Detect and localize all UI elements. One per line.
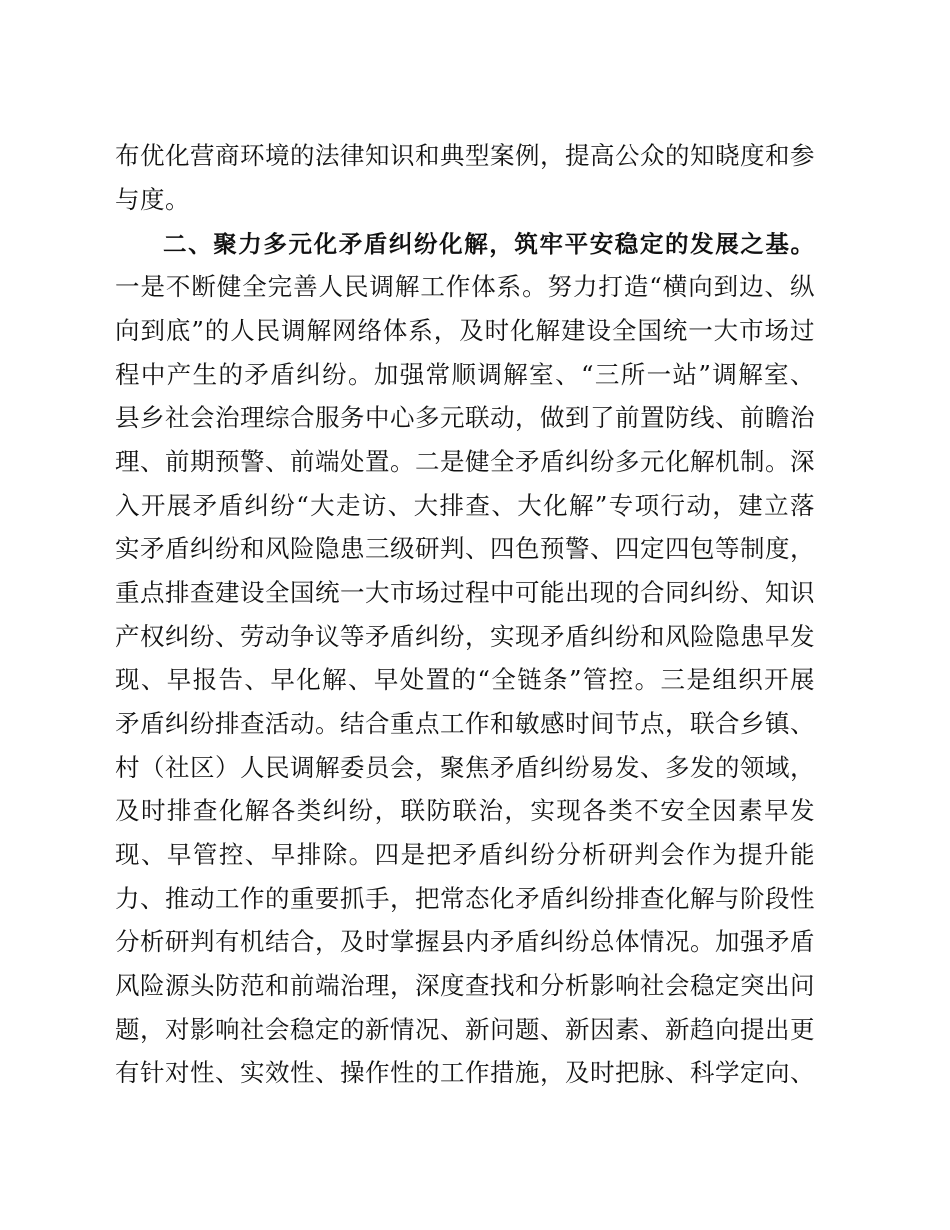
text-line-22: 有针对性、实效性、操作性的工作措施，及时把脉、科学定向、: [115, 1058, 815, 1087]
text-line-13: 现、早报告、早化解、早处置的“全链条”管控。三是组织开展: [115, 665, 815, 694]
text-line-6: 程中产生的矛盾纠纷。加强常顺调解室、“三所一站”调解室、: [115, 360, 815, 389]
section-heading: 二、聚力多元化矛盾纠纷化解，筑牢平安稳定的发展之基。: [163, 230, 815, 258]
text-line-19: 分析研判有机结合，及时掌握县内矛盾纠纷总体情况。加强矛盾: [115, 927, 815, 956]
text-line-10: 实矛盾纠纷和风险隐患三级研判、四色预警、四定四包等制度，: [115, 534, 815, 563]
text-line-17: 现、早管控、早排除。四是把矛盾纠纷分析研判会作为提升能: [115, 840, 815, 869]
text-line-15: 村（社区）人民调解委员会，聚焦矛盾纠纷易发、多发的领域，: [115, 753, 815, 782]
text-line-2: 与度。: [115, 185, 190, 214]
text-line-11: 重点排查建设全国统一大市场过程中可能出现的合同纠纷、知识: [115, 578, 815, 607]
text-line-16: 及时排查化解各类纠纷，联防联治，实现各类不安全因素早发: [115, 796, 815, 825]
text-line-21: 题，对影响社会稳定的新情况、新问题、新因素、新趋向提出更: [115, 1015, 815, 1044]
text-line-1: 布优化营商环境的法律知识和典型案例，提高公众的知晓度和参: [115, 141, 815, 170]
text-line-9: 入开展矛盾纠纷“大走访、大排查、大化解”专项行动，建立落: [115, 491, 815, 520]
text-line-20: 风险源头防范和前端治理，深度查找和分析影响社会稳定突出问: [115, 971, 815, 1000]
text-line-7: 县乡社会治理综合服务中心多元联动，做到了前置防线、前瞻治: [115, 403, 815, 432]
text-line-8: 理、前期预警、前端处置。二是健全矛盾纠纷多元化解机制。深: [115, 447, 815, 476]
text-line-5: 向到底”的人民调解网络体系，及时化解建设全国统一大市场过: [115, 316, 815, 345]
text-line-14: 矛盾纠纷排查活动。结合重点工作和敏感时间节点，联合乡镇、: [115, 709, 815, 738]
text-line-12: 产权纠纷、劳动争议等矛盾纠纷，实现矛盾纠纷和风险隐患早发: [115, 622, 815, 651]
text-line-18: 力、推动工作的重要抓手，把常态化矛盾纠纷排查化解与阶段性: [115, 884, 815, 913]
text-line-4: 一是不断健全完善人民调解工作体系。努力打造“横向到边、纵: [115, 272, 815, 301]
